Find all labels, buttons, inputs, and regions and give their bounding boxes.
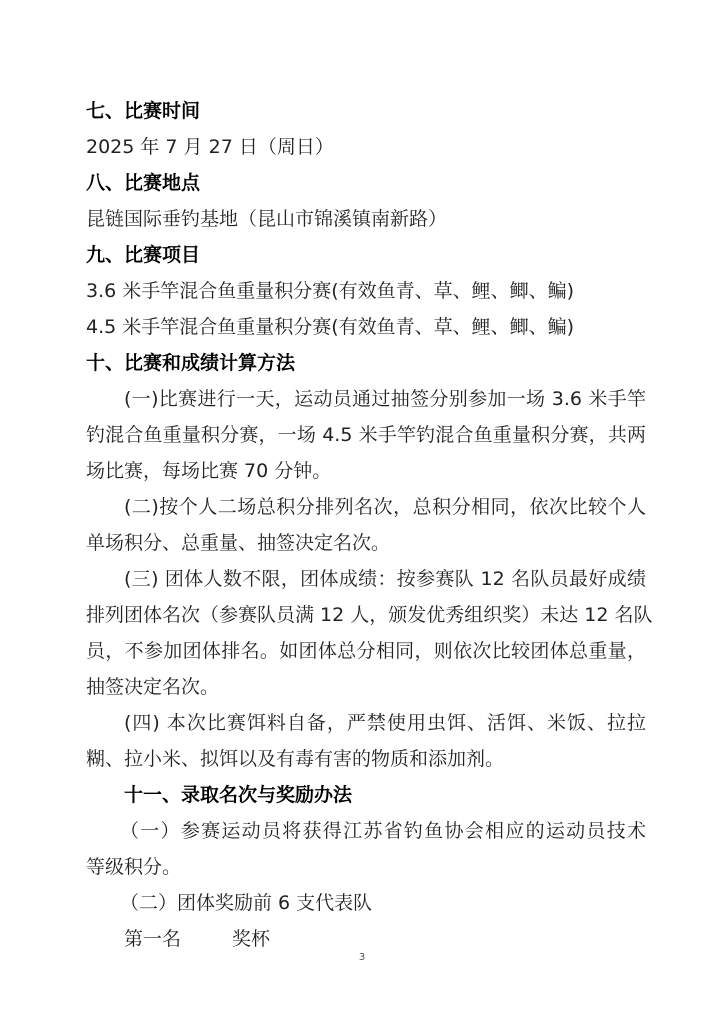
section-9-item-1: 3.6 米手竿混合鱼重量积分赛(有效鱼青、草、鲤、鲫、鳊) <box>86 280 575 302</box>
section-11-heading: 十一、录取名次与奖励办法 <box>124 784 353 806</box>
section-11-para-1-line-1: （一）参赛运动员将获得江苏省钓鱼协会相应的运动员技术 <box>120 820 646 842</box>
section-10-heading: 十、比赛和成绩计算方法 <box>86 352 296 374</box>
section-8-text: 昆链国际垂钓基地（昆山市锦溪镇南新路） <box>86 208 448 230</box>
section-10-para-4-line-1: (四) 本次比赛饵料自备，严禁使用虫饵、活饵、米饭、拉拉 <box>124 712 646 734</box>
section-10-para-4-line-2: 糊、拉小米、拟饵以及有毒有害的物质和添加剂。 <box>86 748 505 770</box>
section-9-heading: 九、比赛项目 <box>86 244 201 266</box>
page-number: 3 <box>358 952 366 963</box>
section-11-para-1-line-2: 等级积分。 <box>86 856 182 878</box>
section-10-para-3-line-3: 员，不参加团体排名。如团体总分相同，则依次比较团体总重量， <box>86 640 646 662</box>
section-10-para-2-line-2: 单场积分、总重量、抽签决定名次。 <box>86 532 391 554</box>
section-10-para-3-line-1: (三) 团体人数不限，团体成绩：按参赛队 12 名队员最好成绩 <box>124 568 646 590</box>
award-prize: 奖杯 <box>232 928 271 950</box>
section-10-para-2-line-1: (二)按个人二场总积分排列名次，总积分相同，依次比较个人 <box>124 496 646 518</box>
section-10-para-1-line-1: (一)比赛进行一天，运动员通过抽签分别参加一场 3.6 米手竿 <box>124 388 646 410</box>
section-7-text: 2025 年 7 月 27 日（周日） <box>86 136 334 158</box>
section-10-para-1-line-3: 场比赛，每场比赛 70 分钟。 <box>86 460 332 482</box>
section-7-heading: 七、比赛时间 <box>86 100 201 122</box>
section-10-para-1-line-2: 钓混合鱼重量积分赛，一场 4.5 米手竿钓混合鱼重量积分赛，共两 <box>86 424 646 446</box>
section-8-heading: 八、比赛地点 <box>86 172 201 194</box>
section-9-item-2: 4.5 米手竿混合鱼重量积分赛(有效鱼青、草、鲤、鲫、鳊) <box>86 316 575 338</box>
section-10-para-3-line-2: 排列团体名次（参赛队员满 12 人，颁发优秀组织奖）未达 12 名队 <box>86 604 653 626</box>
section-10-para-3-line-4: 抽签决定名次。 <box>86 676 220 698</box>
section-11-para-2: （二）团体奖励前 6 支代表队 <box>120 892 373 914</box>
award-rank: 第一名 <box>124 928 182 950</box>
